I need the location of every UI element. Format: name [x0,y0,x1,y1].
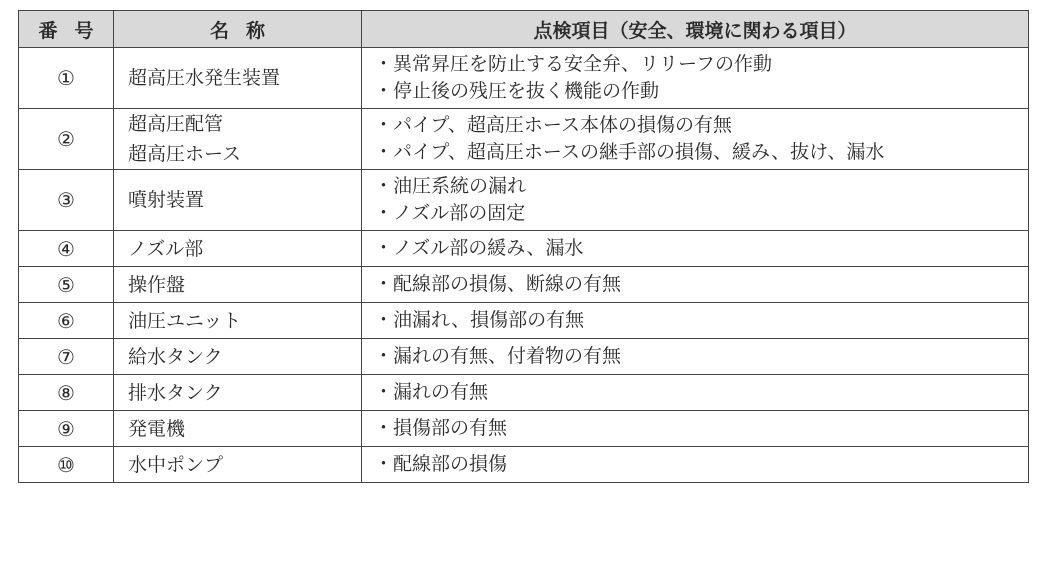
row-name-line: 排水タンク [128,381,223,404]
inspection-item: ・異常昇圧を防止する安全弁、リリーフの作動 [374,53,773,75]
row-name-line: 油圧ユニット [128,309,242,332]
row-name [114,109,362,170]
table-row [19,170,1029,231]
row-name-line: 超高圧水発生装置 [128,67,281,89]
row-items [362,170,1029,231]
header-inspection-items: 点検項目（安全、環境に関わる項目） [362,11,1029,48]
row-name [114,48,362,109]
row-items [362,109,1029,170]
row-items [362,339,1029,375]
inspection-item: ・配線部の損傷、断線の有無 [374,273,622,295]
row-name-line: 噴射装置 [128,189,205,211]
table-row [19,48,1029,109]
row-name [114,231,362,267]
row-name [114,267,362,303]
row-name [114,303,362,339]
row-name-line: 超高圧配管 [128,113,224,135]
row-name [114,339,362,375]
row-name [114,447,362,483]
row-items [362,48,1029,109]
table-row [19,411,1029,447]
row-name [114,375,362,411]
row-name [114,411,362,447]
inspection-item: ・ノズル部の固定 [374,202,526,224]
row-number: ③ [19,170,114,231]
row-number: ⑧ [19,375,114,411]
table-row [19,339,1029,375]
table-row [19,267,1029,303]
header-name: 名称 [114,11,362,48]
row-name [114,170,362,231]
table-row [19,447,1029,483]
inspection-item: ・損傷部の有無 [374,417,508,439]
row-items [362,303,1029,339]
inspection-item: ・パイプ、超高圧ホース本体の損傷の有無 [374,114,732,136]
inspection-item: ・ノズル部の緩み、漏水 [374,237,584,259]
inspection-item: ・油圧系統の漏れ [374,175,527,197]
row-number: ⑤ [19,267,114,303]
inspection-item: ・配線部の損傷 [374,453,508,475]
row-name-line: 給水タンク [128,345,223,368]
inspection-table [18,10,1029,483]
inspection-item: ・漏れの有無、付着物の有無 [374,345,622,367]
row-number: ⑦ [19,339,114,375]
row-items [362,411,1029,447]
inspection-item: ・停止後の残圧を抜く機能の作動 [374,80,660,102]
table-row [19,109,1029,170]
row-items [362,375,1029,411]
header-number: 番号 [19,11,114,48]
row-items [362,231,1029,267]
row-number: ⑨ [19,411,114,447]
inspection-item: ・漏れの有無 [374,381,489,403]
row-name-line: 操作盤 [128,273,186,296]
table-row [19,375,1029,411]
row-name-line: ノズル部 [128,237,204,260]
row-number: ④ [19,231,114,267]
row-number: ② [19,109,114,170]
inspection-item: ・パイプ、超高圧ホースの継手部の損傷、緩み、抜け、漏水 [374,141,885,163]
table-header-row [19,11,1029,48]
inspection-item: ・油漏れ、損傷部の有無 [374,309,585,331]
table-row [19,303,1029,339]
row-number: ① [19,48,114,109]
row-name-line: 水中ポンプ [128,453,224,476]
row-number: ⑥ [19,303,114,339]
table-row [19,231,1029,267]
row-items [362,267,1029,303]
row-name-line: 超高圧ホース [128,143,242,165]
row-items [362,447,1029,483]
row-name-line: 発電機 [128,417,186,440]
row-number: ⑩ [19,447,114,483]
